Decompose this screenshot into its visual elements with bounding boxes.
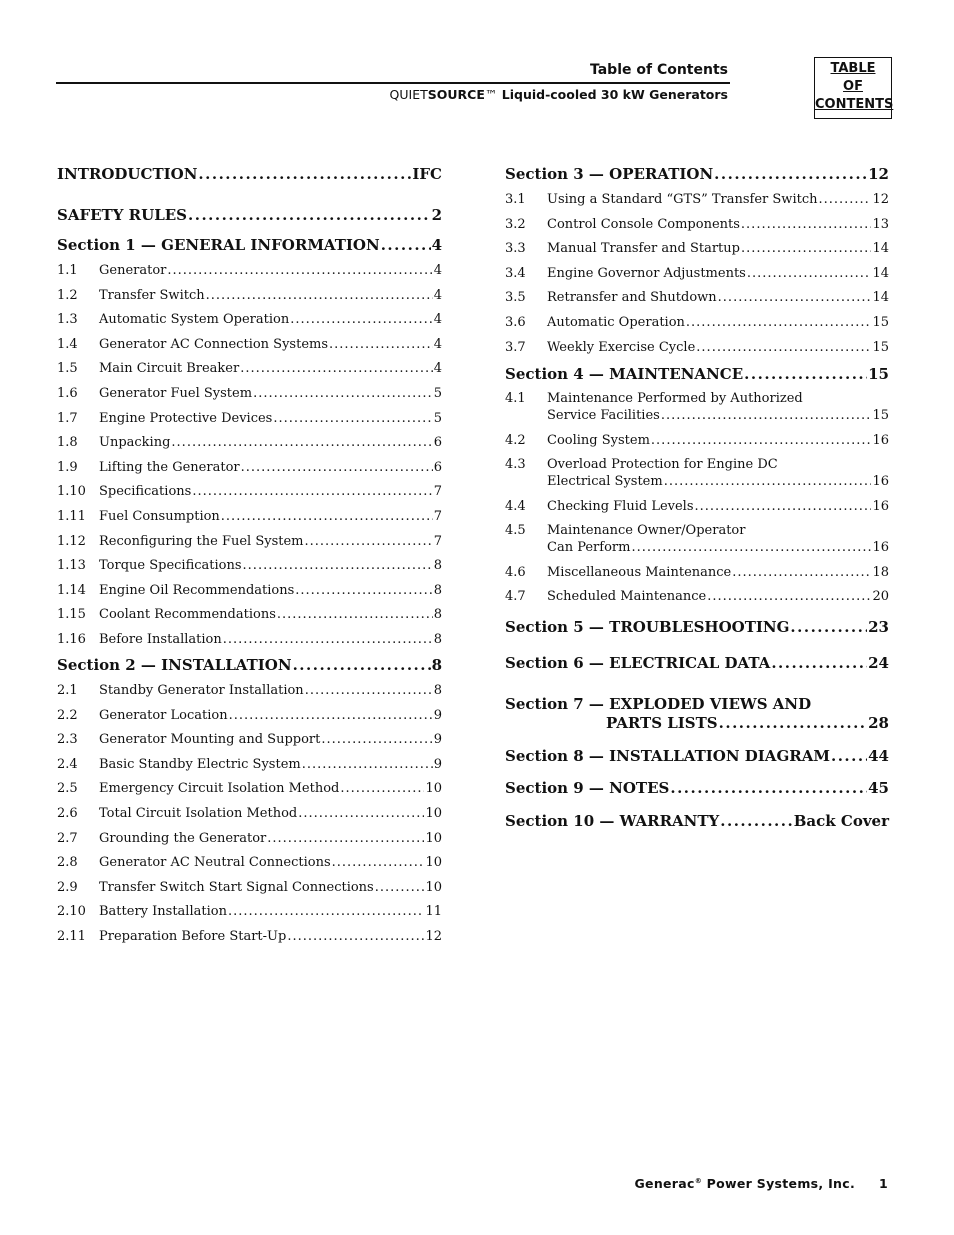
- toc-entry-3-2[interactable]: 3.2 Control Console Components ..... 13: [505, 217, 889, 232]
- toc-entry-section-8[interactable]: Section 8 — INSTALLATION DIAGRAM ..... 44: [505, 747, 889, 765]
- toc-entry-1-7[interactable]: 1.7 Engine Protective Devices ..... 5: [57, 411, 442, 426]
- toc-entry-2-1[interactable]: 2.1 Standby Generator Installation ..... 8: [57, 683, 442, 698]
- toc-entry-1-10[interactable]: 1.10 Specifications ..... 7: [57, 484, 442, 499]
- toc-entry-2-10[interactable]: 2.10 Battery Installation ..... 11: [57, 904, 442, 919]
- toc-entry-1-15[interactable]: 1.15 Coolant Recommendations ..... 8: [57, 607, 442, 622]
- toc-entry-2-4[interactable]: 2.4 Basic Standby Electric System ..... 9: [57, 757, 442, 772]
- toc-entry-1-13[interactable]: 1.13 Torque Specifications ..... 8: [57, 558, 442, 573]
- toc-entry-1-6[interactable]: 1.6 Generator Fuel System ..... 5: [57, 386, 442, 401]
- header-title: Table of Contents: [589, 62, 728, 78]
- toc-entry-2-8[interactable]: 2.8 Generator AC Neutral Connections ..... 10: [57, 855, 442, 870]
- toc-entry-4-7[interactable]: 4.7 Scheduled Maintenance ..... 20: [505, 589, 889, 604]
- toc-entry-1-8[interactable]: 1.8 Unpacking ..... 6: [57, 435, 442, 450]
- toc-entry-1-9[interactable]: 1.9 Lifting the Generator ..... 6: [57, 460, 442, 475]
- toc-entry-3-7[interactable]: 3.7 Weekly Exercise Cycle ..... 15: [505, 340, 889, 355]
- toc-entry-3-3[interactable]: 3.3 Manual Transfer and Startup ..... 14: [505, 241, 889, 256]
- toc-entry-section-4[interactable]: Section 4 — MAINTENANCE ..... 15: [505, 365, 889, 383]
- toc-entry-4-2[interactable]: 4.2 Cooling System ..... 16: [505, 433, 889, 448]
- toc-entry-4-6[interactable]: 4.6 Miscellaneous Maintenance ..... 18: [505, 565, 889, 580]
- toc-entry-3-6[interactable]: 3.6 Automatic Operation ..... 15: [505, 315, 889, 330]
- tab-line-3: CONTENTS: [815, 97, 894, 112]
- toc-entry-section-5[interactable]: Section 5 — TROUBLESHOOTING ..... 23: [505, 618, 889, 636]
- toc-entry-2-7[interactable]: 2.7 Grounding the Generator ..... 10: [57, 831, 442, 846]
- toc-entry-2-9[interactable]: 2.9 Transfer Switch Start Signal Connections ..... 10: [57, 880, 442, 895]
- toc-entry-1-3[interactable]: 1.3 Automatic System Operation ..... 4: [57, 312, 442, 327]
- toc-entry-section-6[interactable]: Section 6 — ELECTRICAL DATA ..... 24: [505, 654, 889, 672]
- toc-entry-1-5[interactable]: 1.5 Main Circuit Breaker ..... 4: [57, 361, 442, 376]
- toc-entry-section-10[interactable]: Section 10 — WARRANTY ..... Back Cover: [505, 812, 889, 830]
- toc-tab[interactable]: [814, 57, 892, 119]
- header-rule: [56, 82, 730, 84]
- toc-entry-safety-rules[interactable]: SAFETY RULES ..... 2: [57, 206, 442, 224]
- toc-entry-section-9[interactable]: Section 9 — NOTES ..... 45: [505, 779, 889, 797]
- toc-entry-section-3[interactable]: Section 3 — OPERATION ..... 12: [505, 165, 889, 183]
- tab-line-1: TABLE: [830, 61, 876, 76]
- toc-entry-4-4[interactable]: 4.4 Checking Fluid Levels ..... 16: [505, 499, 889, 514]
- toc-entry-2-11[interactable]: 2.11 Preparation Before Start-Up ..... 12: [57, 929, 442, 944]
- toc-entry-2-2[interactable]: 2.2 Generator Location ..... 9: [57, 708, 442, 723]
- toc-entry-1-16[interactable]: 1.16 Before Installation ..... 8: [57, 632, 442, 647]
- toc-entry-3-5[interactable]: 3.5 Retransfer and Shutdown ..... 14: [505, 290, 889, 305]
- footer: [634, 1176, 888, 1191]
- toc-entry-introduction[interactable]: INTRODUCTION ..... IFC: [57, 165, 442, 183]
- toc-entry-1-14[interactable]: 1.14 Engine Oil Recommendations ..... 8: [57, 583, 442, 598]
- toc-entry-section-1[interactable]: Section 1 — GENERAL INFORMATION ..... 4: [57, 236, 442, 254]
- toc-entry-1-11[interactable]: 1.11 Fuel Consumption ..... 7: [57, 509, 442, 524]
- toc-entry-1-12[interactable]: 1.12 Reconfiguring the Fuel System ..... 7: [57, 534, 442, 549]
- toc-entry-2-3[interactable]: 2.3 Generator Mounting and Support ..... 9: [57, 732, 442, 747]
- toc-entry-1-4[interactable]: 1.4 Generator AC Connection Systems ..... 4: [57, 337, 442, 352]
- toc-entry-1-2[interactable]: 1.2 Transfer Switch ..... 4: [57, 288, 442, 303]
- toc-entry-section-2[interactable]: Section 2 — INSTALLATION ..... 8: [57, 656, 442, 674]
- footer-company: Generac® Power Systems, Inc.: [634, 1176, 855, 1191]
- toc-entry-1-1[interactable]: 1.1 Generator ..... 4: [57, 263, 442, 278]
- toc-entry-3-1[interactable]: 3.1 Using a Standard “GTS” Transfer Switch ..... 12: [505, 192, 889, 207]
- toc-entry-3-4[interactable]: 3.4 Engine Governor Adjustments ..... 14: [505, 266, 889, 281]
- toc-entry-2-5[interactable]: 2.5 Emergency Circuit Isolation Method ..... 10: [57, 781, 442, 796]
- tab-line-2: OF: [843, 79, 863, 94]
- toc-entry-2-6[interactable]: 2.6 Total Circuit Isolation Method ..... 10: [57, 806, 442, 821]
- footer-page-number: 1: [879, 1176, 888, 1191]
- header-subtitle: QUIETSOURCE™ Liquid-cooled 30 kW Generators: [389, 87, 728, 102]
